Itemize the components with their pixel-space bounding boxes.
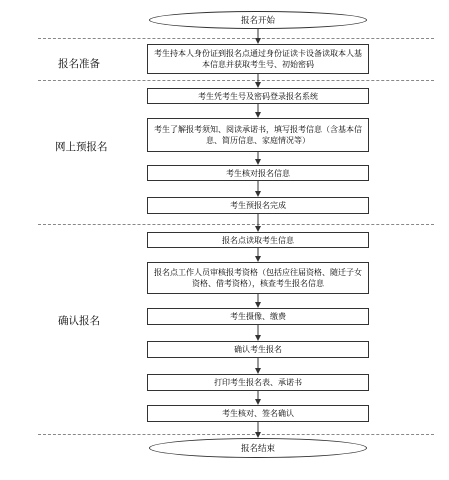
step-login-system: 考生凭考生号及密码登录报名系统	[147, 88, 369, 104]
stage-label-confirm: 确认报名	[58, 315, 100, 327]
start-terminal: 报名开始	[149, 11, 367, 29]
step-photo-payment: 考生摄像、缴费	[147, 308, 369, 325]
step-check-info: 考生核对报名信息	[147, 165, 369, 181]
end-terminal: 报名结束	[149, 438, 367, 458]
step-read-id-card: 考生持本人身份证到报名点通过身份证读卡设备读取本人基本信息并获取考生号、初始密码	[147, 44, 369, 74]
stage-label-online: 网上预报名	[55, 141, 108, 153]
stage-label-prepare: 报名准备	[58, 58, 100, 70]
step-verify-eligibility: 报名点工作人员审核报考资格（包括应往届资格、随迁子女资格、借考资格），核查考生报名信息	[147, 262, 369, 294]
step-pre-register-complete: 考生预报名完成	[147, 197, 369, 214]
step-confirm-registration: 确认考生报名	[147, 341, 369, 358]
step-print-forms: 打印考生报名表、承诺书	[147, 374, 369, 391]
step-read-candidate-info: 报名点读取考生信息	[147, 232, 369, 248]
step-sign-confirm: 考生核对、签名确认	[147, 405, 369, 422]
step-fill-info: 考生了解报考须知、阅读承诺书，填写报考信息（含基本信息、简历信息、家庭情况等）	[147, 118, 369, 152]
